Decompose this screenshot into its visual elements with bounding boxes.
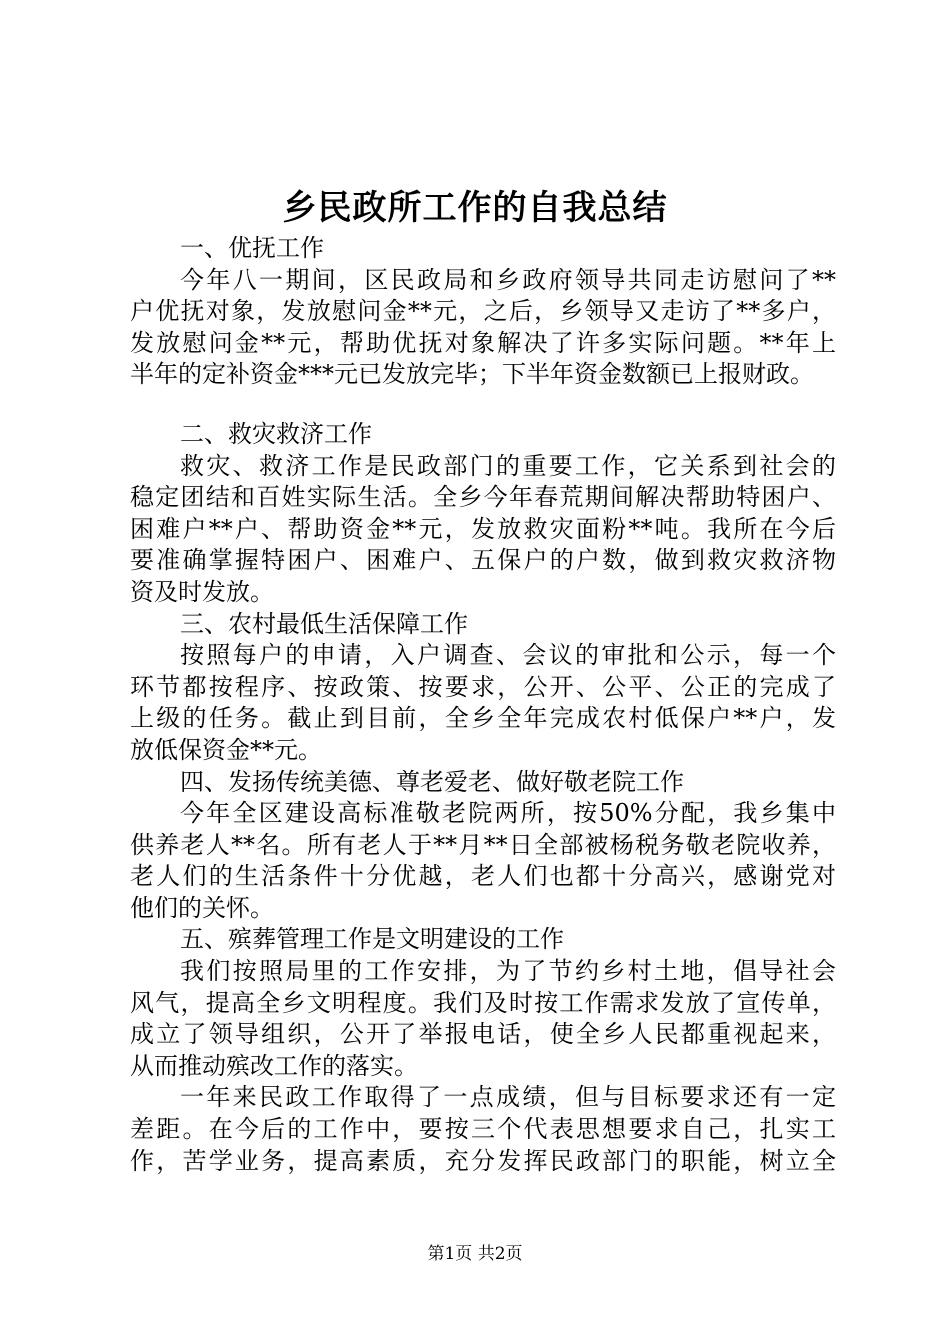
- section-heading: [130, 924, 836, 956]
- text-line: 上级的任务。截止到目前，全乡全年完成农村低保户**户，发: [130, 704, 836, 733]
- paragraph: [130, 265, 836, 391]
- text-line: 困难户**户、帮助资金**元，发放救灾面粉**吨。我所在今后: [130, 514, 836, 543]
- paragraph: [130, 956, 836, 1082]
- text-line: 二、救灾救济工作: [180, 419, 372, 448]
- paragraph: [130, 1082, 836, 1177]
- section-heading: [130, 609, 836, 641]
- paragraph: [130, 798, 836, 924]
- text-line: 半年的定补资金***元已发放完毕；下半年资金数额已上报财政。: [130, 360, 814, 389]
- text-line: 五、殡葬管理工作是文明建设的工作: [180, 925, 564, 954]
- text-line: 老人们的生活条件十分优越，老人们也都十分高兴，感谢党对: [130, 862, 836, 891]
- paragraph: [130, 640, 836, 766]
- document-body: [130, 233, 836, 1177]
- document-title: 乡民政所工作的自我总结: [282, 188, 668, 228]
- text-line: 今年八一期间，区民政局和乡政府领导共同走访慰问了**: [180, 265, 836, 294]
- text-line: 供养老人**名。所有老人于**月**日全部被杨税务敬老院收养，: [130, 830, 836, 859]
- text-line: 要准确掌握特困户、困难户、五保户的户数，做到救灾救济物: [130, 546, 836, 575]
- section-heading: [130, 767, 836, 799]
- text-line: 发放慰问金**元，帮助优抚对象解决了许多实际问题。**年上: [130, 328, 836, 357]
- text-line: 成立了领导组织，公开了举报电话，使全乡人民都重视起来，: [130, 1020, 836, 1049]
- section-heading: [130, 419, 836, 451]
- paragraph: [130, 451, 836, 609]
- section-heading: [130, 233, 836, 265]
- text-line: 差距。在今后的工作中，要按三个代表思想要求自己，扎实工: [130, 1115, 836, 1144]
- text-line: 我们按照局里的工作安排，为了节约乡村土地，倡导社会: [180, 957, 836, 986]
- text-line: 一年来民政工作取得了一点成绩，但与目标要求还有一定: [180, 1083, 836, 1112]
- text-line: 放低保资金**元。: [130, 735, 322, 764]
- text-line: 他们的关怀。: [130, 893, 274, 922]
- text-line: 今年全区建设高标准敬老院两所，按50%分配，我乡集中: [180, 799, 836, 828]
- text-line: 环节都按程序、按政策、按要求，公开、公平、公正的完成了: [130, 672, 836, 701]
- text-line: 救灾、救济工作是民政部门的重要工作，它关系到社会的: [180, 451, 836, 480]
- paragraph-gap: [130, 391, 836, 419]
- text-line: 稳定团结和百姓实际生活。全乡今年春荒期间解决帮助特困户、: [130, 483, 836, 512]
- text-line: 从而推动殡改工作的落实。: [130, 1051, 418, 1080]
- text-line: 资及时发放。: [130, 577, 274, 606]
- text-line: 户优抚对象，发放慰问金**元，之后，乡领导又走访了**多户，: [130, 297, 836, 326]
- text-line: 作，苦学业务，提高素质，充分发挥民政部门的职能，树立全: [130, 1146, 836, 1175]
- text-line: 按照每户的申请，入户调查、会议的审批和公示，每一个: [180, 641, 836, 670]
- page-footer: 第1页 共2页: [427, 1244, 523, 1264]
- text-line: 一、优抚工作: [180, 234, 324, 262]
- text-line: 三、农村最低生活保障工作: [180, 609, 468, 638]
- text-line: 风气，提高全乡文明程度。我们及时按工作需求发放了宣传单，: [130, 988, 836, 1017]
- text-line: 四、发扬传统美德、尊老爱老、做好敬老院工作: [180, 767, 684, 796]
